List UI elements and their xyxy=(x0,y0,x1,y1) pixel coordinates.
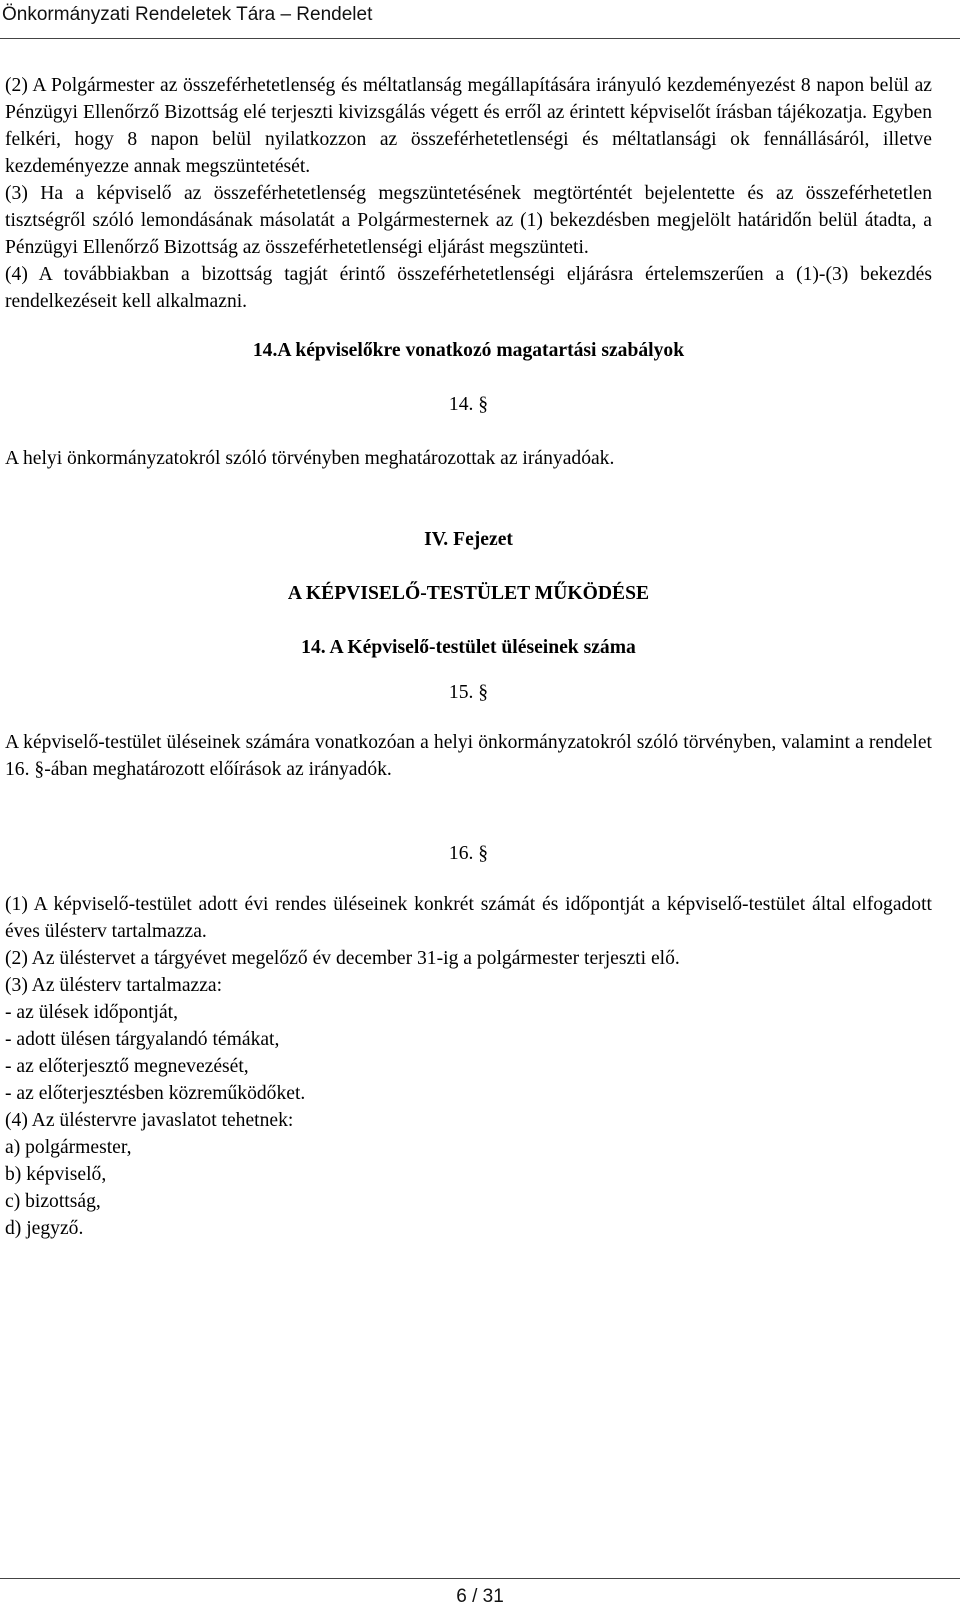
chapter-title: A KÉPVISELŐ-TESTÜLET MŰKÖDÉSE xyxy=(287,583,650,604)
paragraph-13-2: (2) A Polgármester az összeférhetetlenség és méltatlanság megállapítására irányuló kezdeményezést 8 napon belül az Pénzügyi Ellenőrző Bizottság elé terjeszti kivizsgálás végett és erről az érintett képviselőt írásban tájékozatja. Egyben felkéri, hogy 8 napon belül nyilatkozzon az összeférhetetlenségi és méltatlansági ok fennállásáról, illetve kezdeményezze annak megszüntetését. xyxy=(5,75,932,177)
section-number-14: 14. § xyxy=(448,394,489,415)
list-item: - az előterjesztésben közreműködőket. xyxy=(5,1083,306,1104)
section-number-16: 16. § xyxy=(448,843,489,864)
page-number: 6 / 31 xyxy=(456,1586,504,1607)
heading-conduct-rules: 14.A képviselőkre vonatkozó magatartási szabályok xyxy=(252,340,685,361)
paragraph-16-2: (2) Az üléstervet a tárgyévet megelőző év december 31-ig a polgármester terjeszti elő. xyxy=(5,948,680,969)
list-item: - az ülések időpontját, xyxy=(5,1002,179,1023)
header-title: Önkormányzati Rendeletek Tára – Rendelet xyxy=(2,4,373,25)
page-header xyxy=(0,0,960,42)
paragraph-16-4: (4) Az üléstervre javaslatot tehetnek: xyxy=(5,1110,294,1131)
paragraph-15: A képviselő-testület üléseinek számára vonatkozóan a helyi önkormányzatokról szóló törvényben, valamint a rendelet 16. §-ában meghatározott előírások az irányadók. xyxy=(5,732,932,780)
list-item: d) jegyző. xyxy=(5,1218,84,1239)
paragraph-13-4: (4) A továbbiakban a bizottság tagját érintő összeférhetetlenségi eljárásra értelemszerűen a (1)-(3) bekezdés rendelkezéseit kell alkalmazni. xyxy=(5,264,932,312)
heading-sessions: 14. A Képviselő-testület üléseinek száma xyxy=(301,637,636,658)
page-footer xyxy=(0,1578,960,1617)
paragraph-13-3: (3) Ha a képviselő az összeférhetetlenség megszüntetésének megtörténtét bejelentette és az összeférhetetlen tisztségről szóló lemondásának másolatát a Polgármesternek az (1) bekezdésben megjelölt határidőn belül átadta, a Pénzügyi Ellenőrző Bizottság az összeférhetetlenségi eljárást megszünteti. xyxy=(5,183,932,258)
paragraph-16-3: (3) Az ülésterv tartalmazza: xyxy=(5,975,223,996)
list-item: a) polgármester, xyxy=(5,1137,132,1158)
paragraph-14: A helyi önkormányzatokról szóló törvényben meghatározottak az irányadóak. xyxy=(5,448,615,469)
list-item: b) képviselő, xyxy=(5,1164,107,1185)
section-number-15: 15. § xyxy=(448,682,489,703)
footer-divider xyxy=(0,1578,960,1579)
chapter-number: IV. Fejezet xyxy=(424,529,513,550)
document-body xyxy=(5,72,932,1242)
paragraph-16-1: (1) A képviselő-testület adott évi rendes üléseinek konkrét számát és időpontját a képviselő-testület által elfogadott éves ülésterv tartalmazza. xyxy=(5,894,932,942)
list-item: c) bizottság, xyxy=(5,1191,101,1212)
header-divider xyxy=(0,38,960,39)
list-item: - az előterjesztő megnevezését, xyxy=(5,1056,249,1077)
list-item: - adott ülésen tárgyalandó témákat, xyxy=(5,1029,280,1050)
